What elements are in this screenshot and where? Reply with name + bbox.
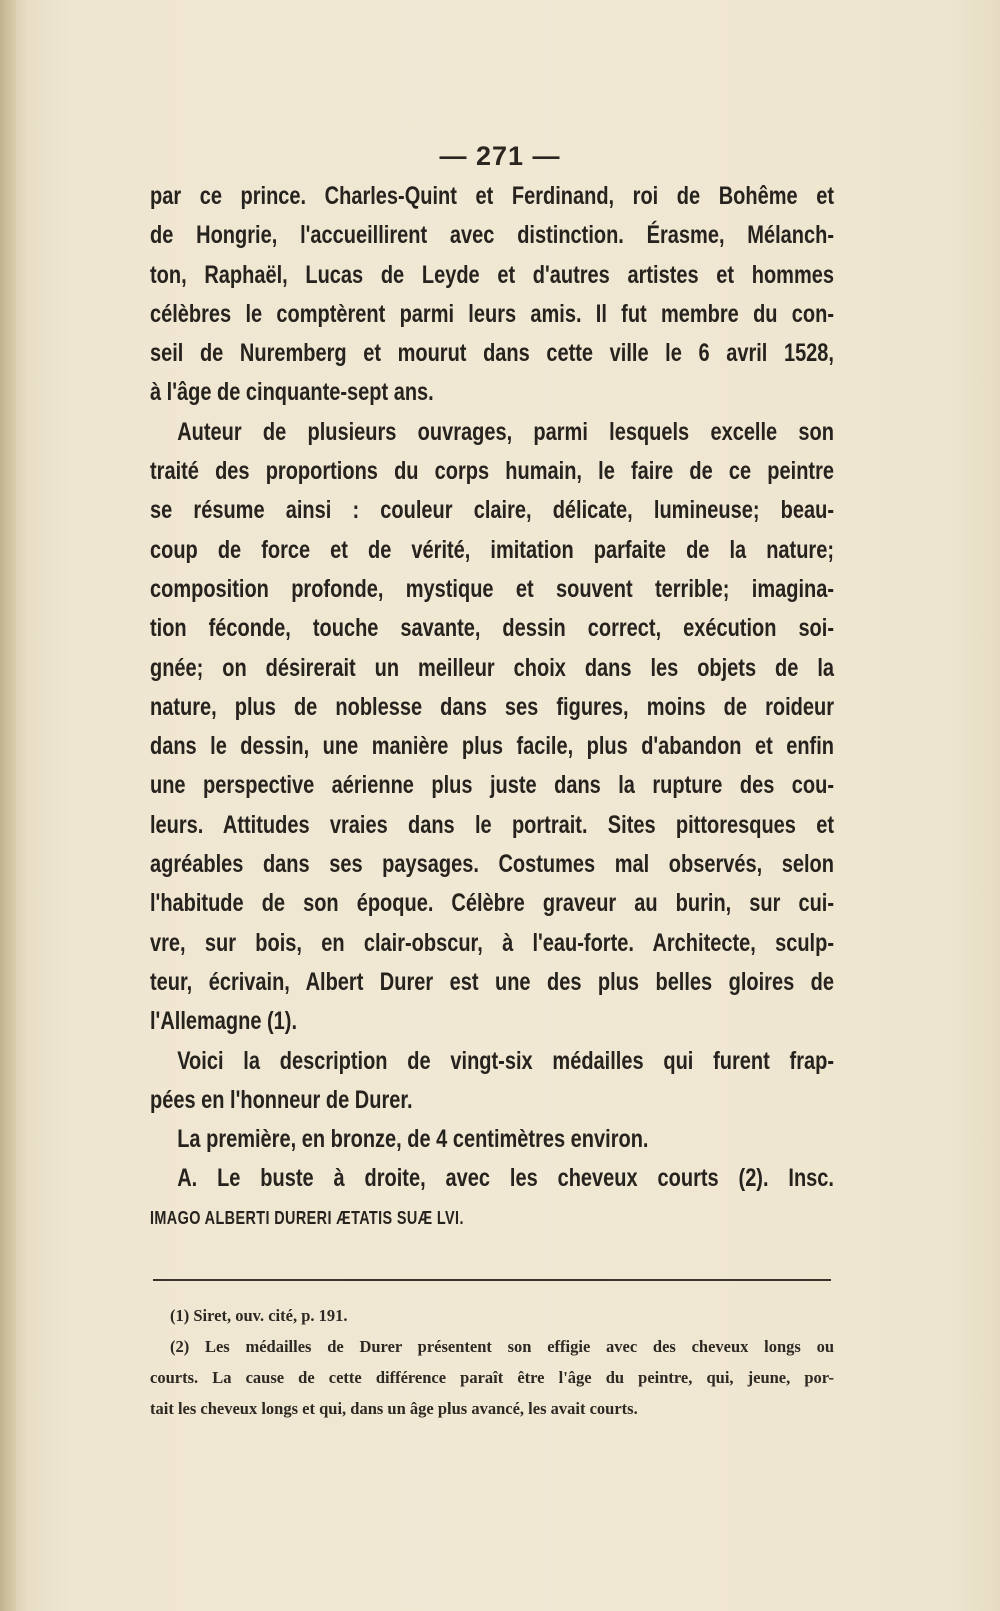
text-line: l'habitude de son époque. Célèbre graveur au burin, sur cui- [150,889,834,918]
footnote-line: (2) Les médailles de Durer présentent son effigie avec des cheveux longs ou [170,1337,834,1356]
text-line: Auteur de plusieurs ouvrages, parmi lesquels excelle son [177,417,834,446]
text-line: La première, en bronze, de 4 centimètres environ. [177,1125,649,1154]
text-line: gnée; on désirerait un meilleur choix dans les objets de la [150,653,834,682]
page-number: — 271 — [439,141,561,171]
text-line: dans le dessin, une manière plus facile, plus d'abandon et enfin [150,732,834,761]
text-line: leurs. Attitudes vraies dans le portrait. Sites pittoresques et [150,810,834,839]
text-line: A. Le buste à droite, avec les cheveux courts (2). Insc. [177,1164,834,1193]
text-line: composition profonde, mystique et souvent terrible; imagina- [150,574,834,603]
text-line: célèbres le comptèrent parmi leurs amis. Il fut membre du con- [150,299,834,328]
text-line: à l'âge de cinquante-sept ans. [150,378,434,407]
text-line: l'Allemagne (1). [150,1007,298,1036]
inscription-line: IMAGO ALBERTI DURERI ÆTATIS SUÆ LVI. [150,1207,464,1228]
text-line: agréables dans ses paysages. Costumes mal observés, selon [150,850,834,879]
text-line: par ce prince. Charles-Quint et Ferdinand, roi de Bohême et [150,182,834,210]
footnote-divider [153,1279,831,1281]
main-text [150,177,834,1238]
text-line: de Hongrie, l'accueillirent avec distinction. Érasme, Mélanch- [150,221,834,250]
text-line: coup de force et de vérité, imitation parfaite de la nature; [150,535,834,564]
footnotes [150,1300,834,1424]
text-line: Voici la description de vingt-six médailles qui furent frap- [177,1046,834,1075]
page-spine-shadow [0,0,16,1611]
text-line: traité des proportions du corps humain, le faire de ce peintre [150,457,834,486]
footnote-line: courts. La cause de cette différence paraît être l'âge du peintre, qui, jeune, por- [150,1368,834,1387]
text-line: se résume ainsi : couleur claire, délicate, lumineuse; beau- [150,496,834,525]
text-line: ton, Raphaël, Lucas de Leyde et d'autres artistes et hommes [150,260,834,289]
footnote-line: tait les cheveux longs et qui, dans un âge plus avancé, les avait courts. [150,1399,638,1418]
footnote-line: (1) Siret, ouv. cité, p. 191. [170,1306,348,1325]
text-line: tion féconde, touche savante, dessin correct, exécution soi- [150,614,834,643]
text-line: pées en l'honneur de Durer. [150,1085,413,1114]
text-line: nature, plus de noblesse dans ses figures, moins de roideur [150,692,834,721]
text-line: vre, sur bois, en clair-obscur, à l'eau-forte. Architecte, sculp- [150,928,834,957]
text-line: teur, écrivain, Albert Durer est une des plus belles gloires de [150,967,834,996]
text-line: une perspective aérienne plus juste dans la rupture des cou- [150,771,834,800]
text-line: seil de Nuremberg et mourut dans cette ville le 6 avril 1528, [150,339,834,368]
